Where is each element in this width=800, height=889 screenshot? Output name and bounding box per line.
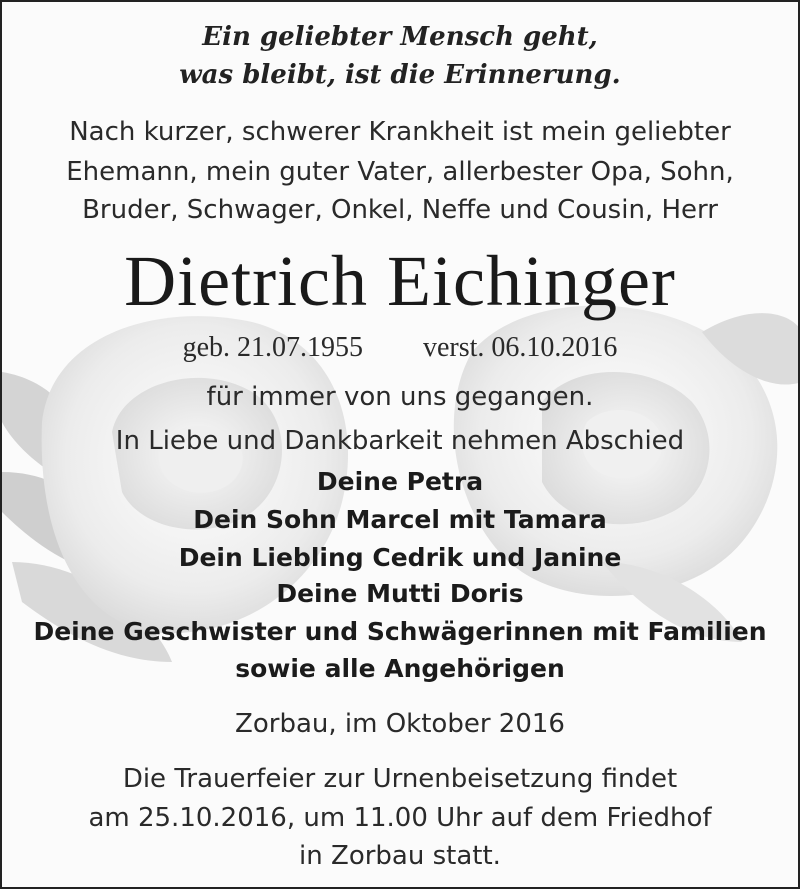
service-line-2: am 25.10.2016, um 11.00 Uhr auf dem Friedhof [88,803,712,833]
motto-line-2: was bleibt, ist die Erinnerung. [179,60,621,90]
life-dates [2,332,798,364]
intro-line-1: Nach kurzer, schwerer Krankheit ist mein geliebter [69,117,731,147]
service-line-3: in Zorbau statt. [299,841,501,871]
deceased-name: Dietrich Eichinger [124,241,676,321]
passed-line: für immer von uns gegangen. [206,382,594,412]
mourner-4: Deine Mutti Doris [276,579,524,608]
intro-line-3: Bruder, Schwager, Onkel, Neffe und Cousin, Herr [82,195,718,225]
birth-date: geb. 21.07.1955 [182,332,363,363]
motto-line-1: Ein geliebter Mensch geht, [202,22,598,52]
mourner-5: Deine Geschwister und Schwägerinnen mit Familien [33,617,767,646]
mourner-6: sowie alle Angehörigen [235,654,565,683]
mourner-3: Dein Liebling Cedrik und Janine [178,543,622,572]
place-date: Zorbau, im Oktober 2016 [235,709,565,739]
farewell-line: In Liebe und Dankbarkeit nehmen Abschied [115,426,685,456]
mourner-2: Dein Sohn Marcel mit Tamara [193,505,607,534]
death-date: verst. 06.10.2016 [423,332,618,363]
mourner-1: Deine Petra [316,467,484,496]
service-line-1: Die Trauerfeier zur Urnenbeisetzung findet [122,764,678,794]
intro-line-2: Ehemann, mein guter Vater, allerbester Opa, Sohn, [66,157,734,187]
